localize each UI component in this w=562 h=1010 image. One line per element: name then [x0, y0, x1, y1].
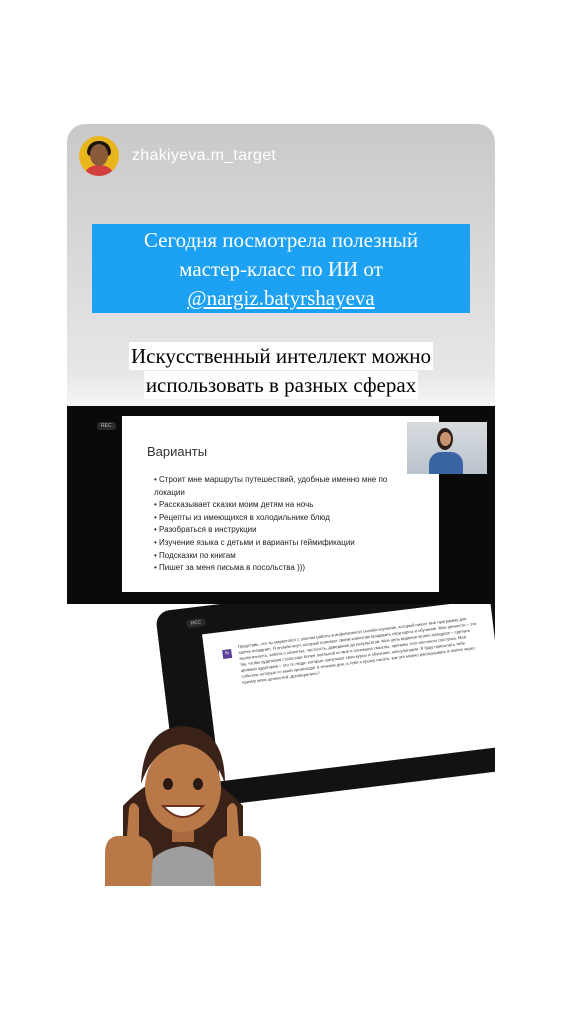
list-item: • Рецепты из имеющихся в холодильнике блюд [154, 512, 409, 525]
list-item: • Изучение языка с детьми и варианты геймификации [154, 537, 409, 550]
list-item: • Строит мне маршруты путешествий, удобные именно мне по локации [154, 474, 409, 499]
story-header [79, 136, 276, 176]
list-item: • Пишет за меня письма в посольства ))) [154, 562, 409, 575]
presentation-screenshot [67, 406, 495, 604]
username[interactable]: zhakiyeva.m_target [132, 147, 277, 164]
caption-line-2: мастер-класс по ИИ от [179, 257, 383, 281]
user-badge-icon: N [222, 649, 232, 659]
list-item: • Рассказывает сказки моим детям на ночь [154, 499, 409, 512]
rec-indicator: REC [186, 618, 205, 628]
mention-link[interactable]: @nargiz.batyrshayeva [187, 286, 375, 310]
heading-line-1: Искусственный интеллект можно [130, 344, 432, 368]
rec-indicator: REC [97, 422, 116, 430]
slide-bullet-list [147, 474, 409, 575]
webcam-thumbnail [407, 422, 487, 474]
list-item: • Разобраться в инструкции [154, 524, 409, 537]
slide-title: Варианты [147, 444, 208, 459]
list-item: • Подсказки по книгам [154, 550, 409, 563]
caption-line-1: Сегодня посмотрела полезный [143, 228, 419, 252]
avatar[interactable] [79, 136, 119, 176]
memoji-thumbs-up-icon [83, 686, 283, 886]
heading-line-2: использовать в разных сферах [145, 373, 417, 397]
tablet-photo [67, 604, 495, 886]
caption-box [92, 224, 470, 313]
story-heading [89, 342, 473, 400]
slide [122, 416, 439, 592]
prompt-text: Представь, что ты маркетолог с опытом работы в инфобизнесе/ онлайн-изучение, который пишет мне программу для stories Instagram. Я онлайн-коуч, который помогает своим клиентам продавать свои курсы и обучение. Мои ценности – это экологичность, забота о клиентах, честность, доведение до результатов. Моя цель ведения stories Instagram – сделать так, чтобы аудитория стала еще более лояльной ко мне и понимала смыслы, причины того или иного поступка. Моя целевая аудитория – это те люди, которые запускают свои курсы и обучение, консультации. Я буду присылать тебе события, которые со мной происходят в течение дня, а тебя я прошу писать, как это можно рассказывать в stories через призму моих ценностей. Договорились? [237, 616, 477, 685]
